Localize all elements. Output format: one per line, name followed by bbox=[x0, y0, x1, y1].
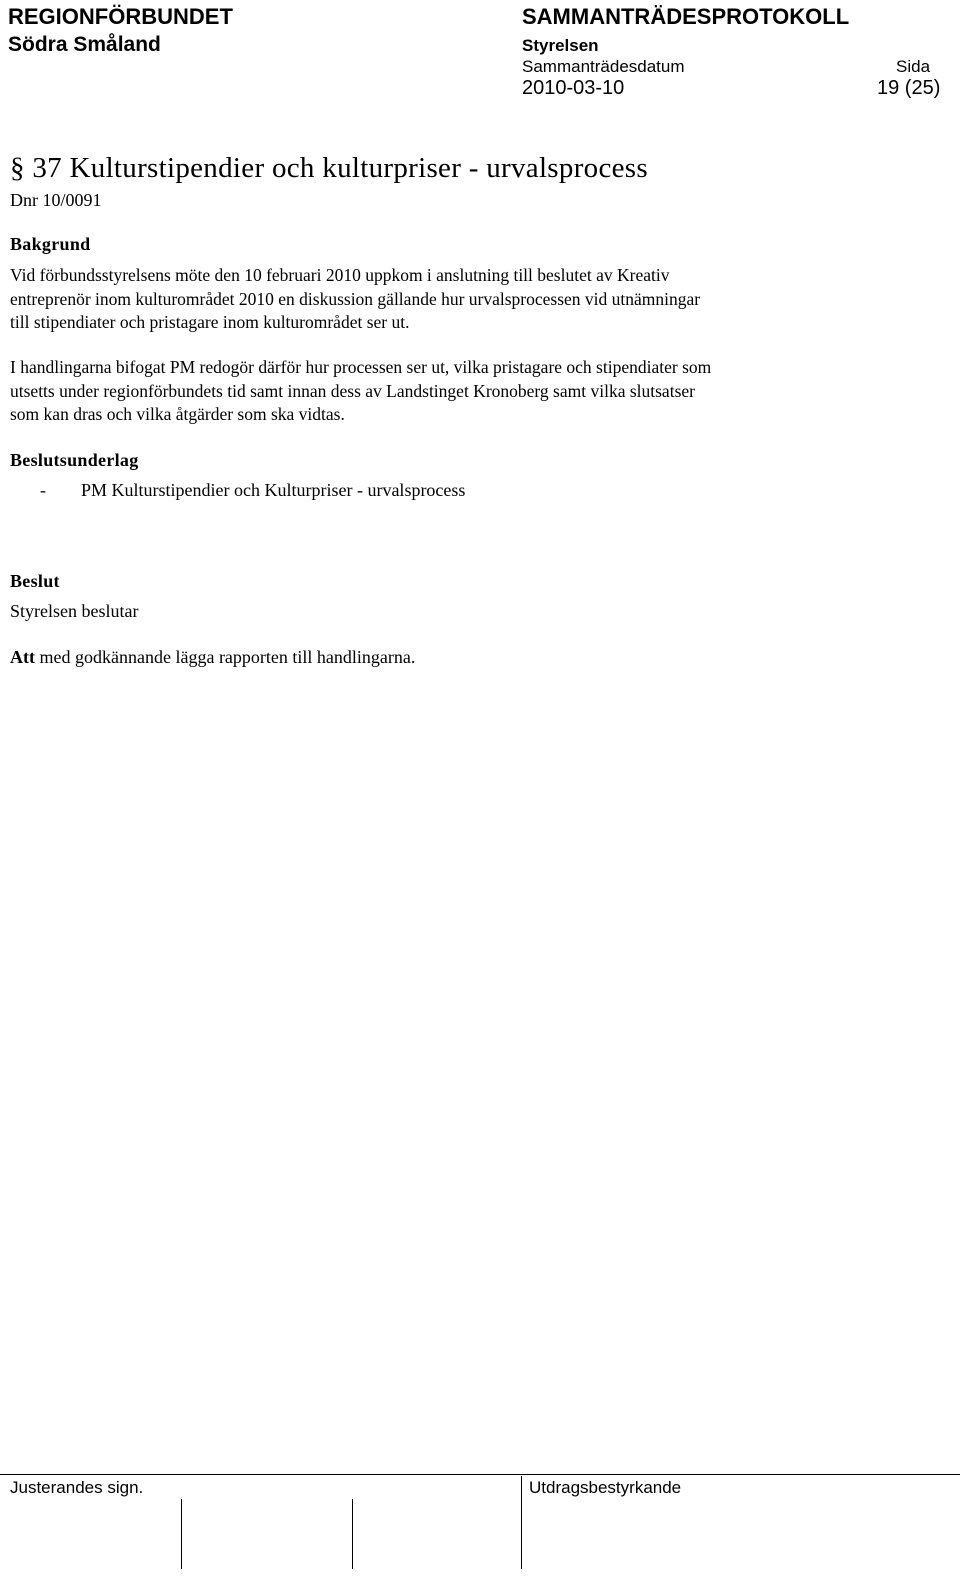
basis-dash: - bbox=[40, 480, 46, 500]
text-line: Vid förbundsstyrelsens möte den 10 februari 2010 uppkom i anslutning till beslutet av Kreativ bbox=[10, 265, 670, 285]
basis-item: PM Kulturstipendier och Kulturpriser - urvalsprocess bbox=[81, 480, 466, 500]
background-paragraph-1 bbox=[10, 264, 945, 335]
background-heading: Bakgrund bbox=[10, 234, 91, 254]
decision-heading: Beslut bbox=[10, 571, 60, 591]
background-paragraph-2 bbox=[10, 356, 945, 427]
page-label: Sida bbox=[896, 57, 931, 76]
justering-label: Justerandes sign. bbox=[10, 1478, 144, 1497]
org-name: REGIONFÖRBUNDET bbox=[8, 4, 233, 29]
page-number: 19 (25) bbox=[877, 77, 941, 99]
text-line: I handlingarna bifogat PM redogör därför hur processen ser ut, vilka pristagare och stipendiater som bbox=[10, 357, 712, 377]
decision-intro: Styrelsen beslutar bbox=[10, 601, 139, 621]
basis-heading: Beslutsunderlag bbox=[10, 450, 139, 470]
section-title bbox=[10, 152, 648, 185]
org-sub: Södra Småland bbox=[8, 33, 161, 56]
body-name: Styrelsen bbox=[522, 36, 599, 55]
decision-text bbox=[10, 647, 415, 668]
utdrag-label: Utdragsbestyrkande bbox=[529, 1478, 682, 1497]
section-symbol: § bbox=[10, 152, 25, 184]
text-line: entreprenör inom kulturområdet 2010 en diskussion gällande hur urvalsprocessen vid utnämningar bbox=[10, 288, 701, 309]
signature-divider bbox=[352, 1499, 353, 1569]
doc-type: SAMMANTRÄDESPROTOKOLL bbox=[522, 4, 850, 29]
att-label: Att bbox=[10, 647, 35, 667]
text-line: som kan dras och vilka åtgärder som ska vidtas. bbox=[10, 404, 345, 424]
meeting-date: 2010-03-10 bbox=[522, 77, 625, 99]
dnr: Dnr 10/0091 bbox=[10, 190, 102, 210]
section-title-text: 37 Kulturstipendier och kulturpriser - urvalsprocess bbox=[32, 152, 648, 184]
text-line: till stipendiater och pristagare inom kulturområdet ser ut. bbox=[10, 312, 410, 332]
signature-divider bbox=[521, 1476, 522, 1569]
decision-body: med godkännande lägga rapporten till handlingarna. bbox=[39, 647, 416, 667]
signature-divider bbox=[181, 1499, 182, 1569]
date-label: Sammanträdesdatum bbox=[522, 57, 685, 76]
footer-top-rule bbox=[0, 1474, 960, 1475]
text-line: utsetts under regionförbundets tid samt innan dess av Landstinget Kronoberg samt vilka slutsatser bbox=[10, 380, 695, 401]
